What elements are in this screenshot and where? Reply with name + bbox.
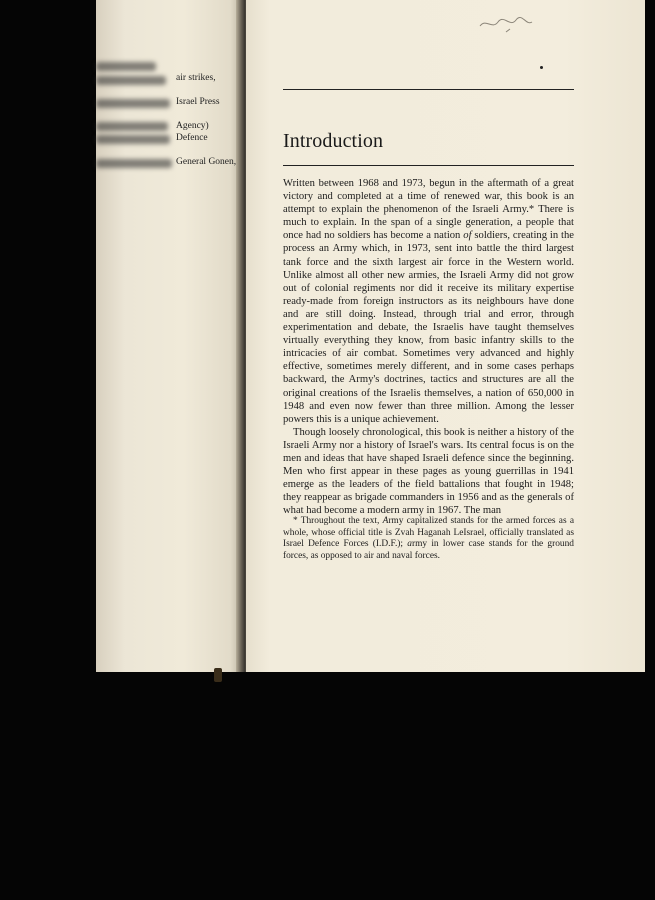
- blurred-text: [96, 62, 156, 71]
- text-run: Though loosely chronological, this book is neither a history of the Israeli Army nor a history of Israel's wars. Its central focus is on the men and ideas that have shaped Israeli defence since the beginning. Men who first appear in these pages as young guerrillas in 1941 emerge as the leaders of the field battalions that fought in 1948; they reappear as brigade commanders in 1956 and as the generals of what had become a modern army in 1967. The man: [283, 426, 574, 517]
- italic-text: A: [382, 516, 389, 526]
- heading-rule: [283, 165, 574, 166]
- left-page: [96, 0, 242, 672]
- blurred-text: [96, 135, 170, 144]
- top-rule: [283, 89, 574, 90]
- paragraph: [283, 426, 574, 518]
- blurred-text: [96, 76, 166, 85]
- text-run: * Throughout the text,: [293, 516, 383, 526]
- footnote: [283, 516, 574, 562]
- footnote-text: [283, 516, 574, 562]
- text-run: rmy in lower case stands for the ground forces, as opposed to air and naval forces.: [283, 539, 574, 561]
- left-fragment: air strikes,: [176, 73, 216, 83]
- left-fragment: Defence: [176, 133, 208, 143]
- left-fragment: Israel Press: [176, 97, 220, 107]
- blurred-text: [96, 122, 168, 131]
- text-run: soldiers, creating in the process an Army which, in 1973, sent into battle the third largest tank force and the sixth largest air force in the Western world. Unlike almost all other new armies, the Israeli Army did not grow out of colonial regiments nor did it receive its military expertise ready-made from foreign instructors as its neighbours have done and are still doing. Instead, through trial and error, through experimentation and debate, the Israelis have taught themselves virtually everything they know, from basic infantry skills to the intricacies of air combat. Sometimes very advanced and highly effective, sometimes merely different, and in some cases perhaps backward, the Army's doctrines, tactics and structures are all the original creations of the Israelis themselves, a nation of 650,000 in 1948 and even now fewer than three million. Among the lesser powers this is a unique achievement.: [283, 230, 574, 425]
- paragraph: [283, 177, 574, 426]
- left-fragment: Agency): [176, 121, 209, 131]
- italic-text: of: [463, 230, 472, 242]
- left-fragment: General Gonen,: [176, 157, 237, 167]
- blurred-text: [96, 99, 170, 108]
- spine-mark: [214, 668, 222, 682]
- blurred-text: [96, 159, 172, 168]
- ink-dot: [540, 66, 543, 69]
- italic-text: a: [407, 539, 412, 550]
- body-text: [283, 177, 574, 517]
- pencil-scribble-icon: [476, 12, 536, 36]
- text-run: Written between 1968 and 1973, begun in the aftermath of a great victory and completed at a time of renewed war, this book is an attempt to explain the phenomenon of the Israeli Army.* There is much to explain. In the span of a single generation, a people that once had no soldiers has become a nation: [283, 178, 574, 242]
- text-run: rmy capitalized stands for the armed forces as a whole, whose official title is Zvah Haganah LeIsrael, officially translated as Israel Defence Forces (I.D.F.);: [283, 516, 574, 550]
- chapter-heading: Introduction: [283, 130, 384, 152]
